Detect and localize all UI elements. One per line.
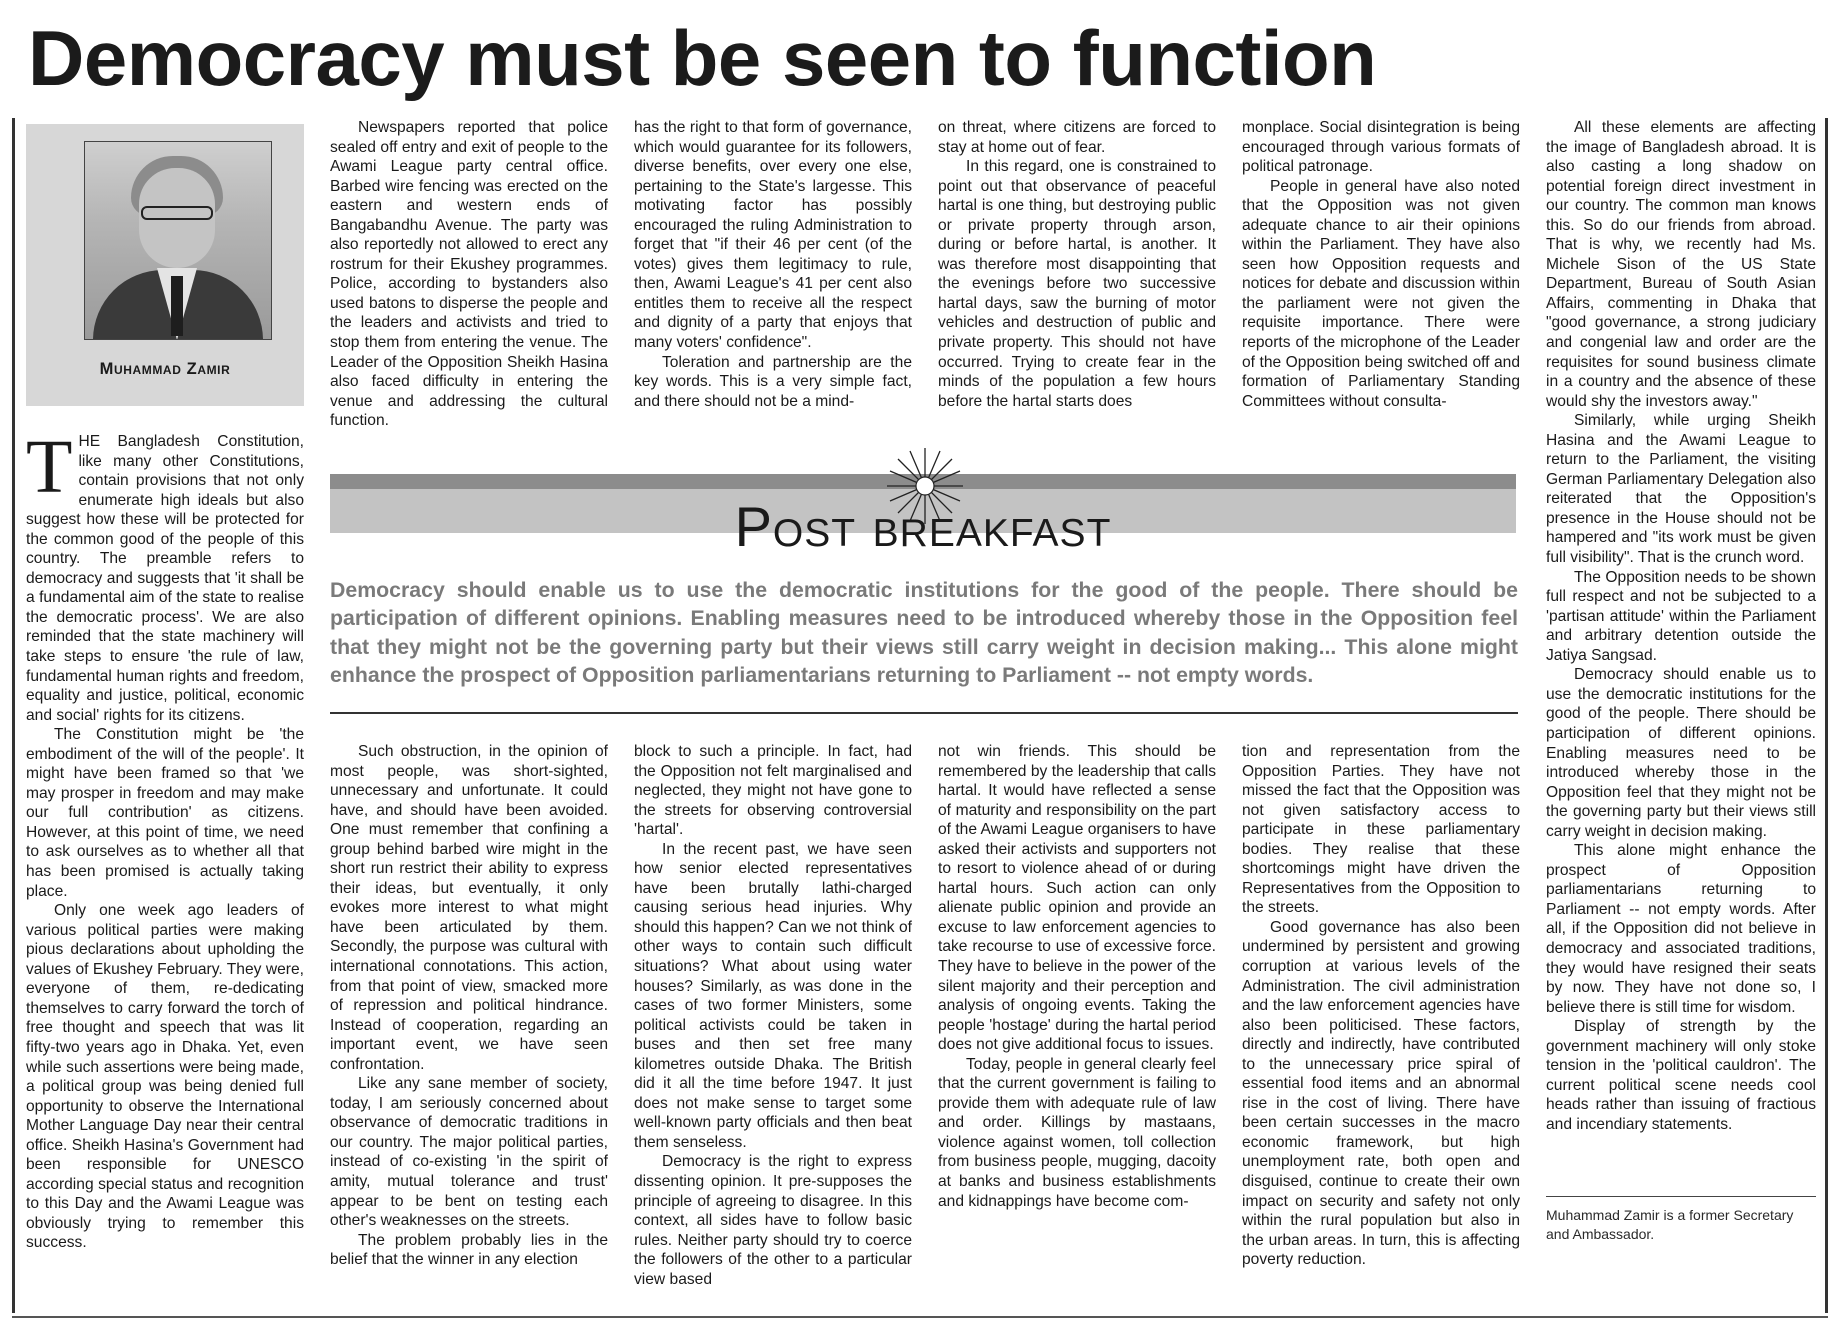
paragraph: Such obstruction, in the opinion of most people, was short-sighted, unnecessary and unfortunate. It could have, and should have been avoided. One must remember that confining a group behind barbed wire might in the short run restrict their ability to express their ideas, but eventually, it only evokes more interest to what might have been articulated by them. Secondly, the purpose was cultural with international connotations. This action, from that point of view, smacked more of repression and political hindrance. Instead of cooperation, regarding an important event, we have seen confrontation. [330, 743, 608, 1073]
paragraph: Similarly, while urging Sheikh Hasina and the Awami League to return to the Parliament, the visiting German Parliamentary Delegation also reiterated that the Opposition's presence in the House should not be hampered and "its work must be given full visibility". That is the crunch word. [1546, 412, 1816, 567]
author-bio: Muhammad Zamir is a former Secretary and Ambassador. [1546, 1207, 1794, 1242]
article-column-2-bottom [330, 742, 608, 1270]
article-column-3-bottom [634, 742, 912, 1289]
paragraph: Newspapers reported that police sealed off entry and exit of people to the Awami League party central office. Barbed wire fencing was erected on the eastern and western ends of Bangabandhu Avenue. The party was also reportedly not allowed to erect any rostrum for their Ekushey programmes. Police, according to bystanders also used batons to disperse the people and the leaders and activists and tried to stop them from entering the venue. The Leader of the Opposition Sheikh Hasina also faced difficulty in entering the venue and addressing the cultural function. [330, 119, 608, 430]
bottom-rule [12, 1316, 1828, 1318]
article-deck: Democracy should enable us to use the democratic institutions for the good of the people. There should be participation of different opinions. Enabling measures need to be introduced whereby those in the Opposition feel that they might not be the governing party but their views still carry weight in decision making... This alone might enhance the prospect of Opposition parliamentarians returning to Parliament -- not empty words. [330, 578, 1518, 688]
headline: Democracy must be seen to function [28, 14, 1377, 102]
paragraph: This alone might enhance the prospect of Opposition parliamentarians returning to Parliament -- not empty words. After all, if the Opposition did not believe in democracy and associated traditions, they would have resigned their seats by now. They have not done so, I believe there is still time for wisdom. [1546, 842, 1816, 1016]
author-box [26, 124, 304, 406]
article-column-2-top [330, 118, 608, 431]
author-portrait-photo [84, 141, 272, 340]
paragraph: Good governance has also been undermined by persistent and growing corruption at various levels of the Administration. The civil administration and the law enforcement agencies have also been politicised. These factors, directly and indirectly, have contributed to the unnecessary price spiral of essential food items and an abnormal rise in the cost of living. There have been certain successes in the macro economic framework, but high unemployment rate, both open and disguised, continue to create their own impact on security and safety not only within the rural population but also in the urban areas. In turn, this is affecting poverty reduction. [1242, 918, 1520, 1269]
article-column-6 [1546, 118, 1816, 1134]
author-name: Muhammad Zamir [99, 360, 231, 378]
paragraph: Today, people in general clearly feel that the current government is failing to provide them with adequate rule of law and order. Killings by mastaans, violence against women, toll collection from business people, mugging, dacoity at banks and business establishments and kidnappings have become com- [938, 1055, 1216, 1210]
paragraph: Only one week ago leaders of various political parties were making pious declarations about upholding the values of Ekushey February. They were, everyone of them, re-dedicating themselves to carry forward the torch of free thought and speech that was lit fifty-two years ago in Dhaka. Yet, even while such assertions were being made, a political group was being denied full opportunity to observe the International Mother Language Day near their central office. Sheikh Hasina's Government had been responsible for UNESCO according special status and recognition to this Day and the Awami League was obviously trying to remember this success. [26, 902, 304, 1252]
left-column-rule [12, 118, 15, 1313]
paragraph: The problem probably lies in the belief that the winner in any election [330, 1231, 608, 1269]
paragraph: has the right to that form of governance, which would guarantee for its followers, diverse benefits, over every one else, pertaining to the State's largesse. This motivating factor has possibly encouraged the ruling Administration to forget that "if their 46 per cent (of the votes) gives them legitimacy to rule, then, Awami League's 41 per cent also entitles them to receive all the respect and dignity of a party that enjoys that many voters' confidence". [634, 119, 912, 352]
author-byline [26, 360, 304, 379]
article-column-4-top [938, 118, 1216, 411]
deck-rule [330, 712, 1518, 714]
paragraph: People in general have also noted that the Opposition was not given adequate chance to air their opinions within the Parliament. They have also seen how Opposition requests and notices for debate and discussion within the parliament were not given the requisite importance. There were reports of the microphone of the Leader of the Opposition being switched off and formation of Parliamentary Standing Committees without consulta- [1242, 177, 1520, 410]
paragraph: Like any sane member of society, today, I am seriously concerned about observance of democratic traditions in our country. The major political parties, instead of co-existing 'in the spirit of amity, mutual tolerance and trust' appear to be bent on testing each other's weaknesses on the streets. [330, 1075, 608, 1230]
paragraph: Display of strength by the government machinery will only stoke tension in the 'political cauldron'. The current political scene needs cool heads rather than issuing of fractious and incendiary statements. [1546, 1018, 1816, 1133]
article-column-4-bottom [938, 742, 1216, 1211]
article-column-5-bottom [1242, 742, 1520, 1270]
paragraph: In this regard, one is constrained to point out that observance of peaceful hartal is one thing, but destroying public or private property through arson, during or before hartal, is another. It was therefore most disappointing that the evenings before two successive hartal days, saw the burning of motor vehicles and destruction of public and private property. This should not have occurred. Trying to create fear in the minds of the population a few hours before the hartal starts does [938, 158, 1216, 410]
paragraph: THE Bangladesh Constitution, like many other Constitutions, contain provisions that not only enumerate high ideals but also suggest how these will be protected for the common good of the people of this country. The preamble refers to democracy and suggests that 'it shall be a fundamental aim of the state to realise the democratic process'. We are also reminded that the state machinery will take steps to ensure 'the rule of law, fundamental human rights and freedom, equality and justice, political, economic and social' rights for its citizens. [26, 425, 304, 724]
article-column-1 [26, 425, 304, 1253]
bio-rule [1546, 1196, 1816, 1197]
paragraph: All these elements are affecting the image of Bangladesh abroad. It is also casting a long shadow on potential foreign direct investment in our country. The common man knows this. So do our friends from abroad. That is why, we recently had Ms. Michele Sison of the US State Department, Bureau of South Asian Affairs, commenting in Dhaka that "good governance, a strong judiciary and congenial law and order are the requisites for sound business climate in a country and the absence of these would shy the investors away." [1546, 119, 1816, 410]
section-banner [330, 474, 1516, 566]
drop-cap: T [26, 425, 73, 509]
banner-title: Post breakfast [734, 495, 1112, 558]
article-column-5-top [1242, 118, 1520, 411]
right-column-rule [1825, 118, 1828, 1313]
paragraph: Democracy should enable us to use the democratic institutions for the good of the people. There should be participation of different opinions. Enabling measures need to be introduced whereby those in the Opposition feel that they might not be the governing party but their views still carry weight in decision making. [1546, 666, 1816, 840]
article-column-3-top [634, 118, 912, 411]
paragraph: monplace. Social disintegration is being encouraged through various formats of political patronage. [1242, 119, 1520, 176]
paragraph: The Opposition needs to be shown full respect and not be subjected to a 'partisan attitude' within the Parliament and arbitrary detention outside the Jatiya Sangsad. [1546, 568, 1816, 664]
paragraph: Democracy is the right to express dissenting opinion. It pre-supposes the principle of agreeing to disagree. In this context, all sides have to follow basic rules. Neither party should try to coerce the followers of the other to a particular view based [634, 1153, 912, 1288]
paragraph: not win friends. This should be remembered by the leadership that calls hartal. It would have reflected a sense of maturity and responsibility on the part of the Awami League organisers to have asked their activists and supporters not to resort to violence ahead of or during hartal hours. Such action can only alienate public opinion and provide an excuse to law enforcement agencies to take recourse to use of excessive force. They have to believe in the power of the silent majority and their perception and analysis of ongoing events. Taking the people 'hostage' during the hartal period does not give additional focus to issues. [938, 743, 1216, 1054]
paragraph: In the recent past, we have seen how senior elected representatives have been brutally lathi-charged causing serious head injuries. Why should this happen? Can we not think of other ways to contain such difficult situations? What about using water houses? Similarly, as was done in the cases of two former Ministers, some political activists could be taken in buses and then set free many kilometres outside Dhaka. The British did it all the time before 1947. It just does not make sense to target some well-known party officials and then beat them senseless. [634, 840, 912, 1151]
paragraph: Toleration and partnership are the key words. This is a very simple fact, and there should not be a mind- [634, 353, 912, 410]
paragraph: tion and representation from the Opposition Parties. They have not missed the fact that the Opposition was not given satisfactory access to participate in these parliamentary bodies. They realise that these shortcomings might have driven the Representatives from the Opposition to the streets. [1242, 743, 1520, 917]
paragraph: block to such a principle. In fact, had the Opposition not felt marginalised and neglected, they might not have gone to the streets for observing controversial 'hartal'. [634, 743, 912, 839]
paragraph: The Constitution might be 'the embodiment of the will of the people'. It might have been framed so that 'we may prosper in freedom and may make our full contribution' as citizens. However, at this point of time, we need to ask ourselves as to whether all that has been promised is actually taking place. [26, 726, 304, 900]
paragraph: on threat, where citizens are forced to stay at home out of fear. [938, 119, 1216, 156]
